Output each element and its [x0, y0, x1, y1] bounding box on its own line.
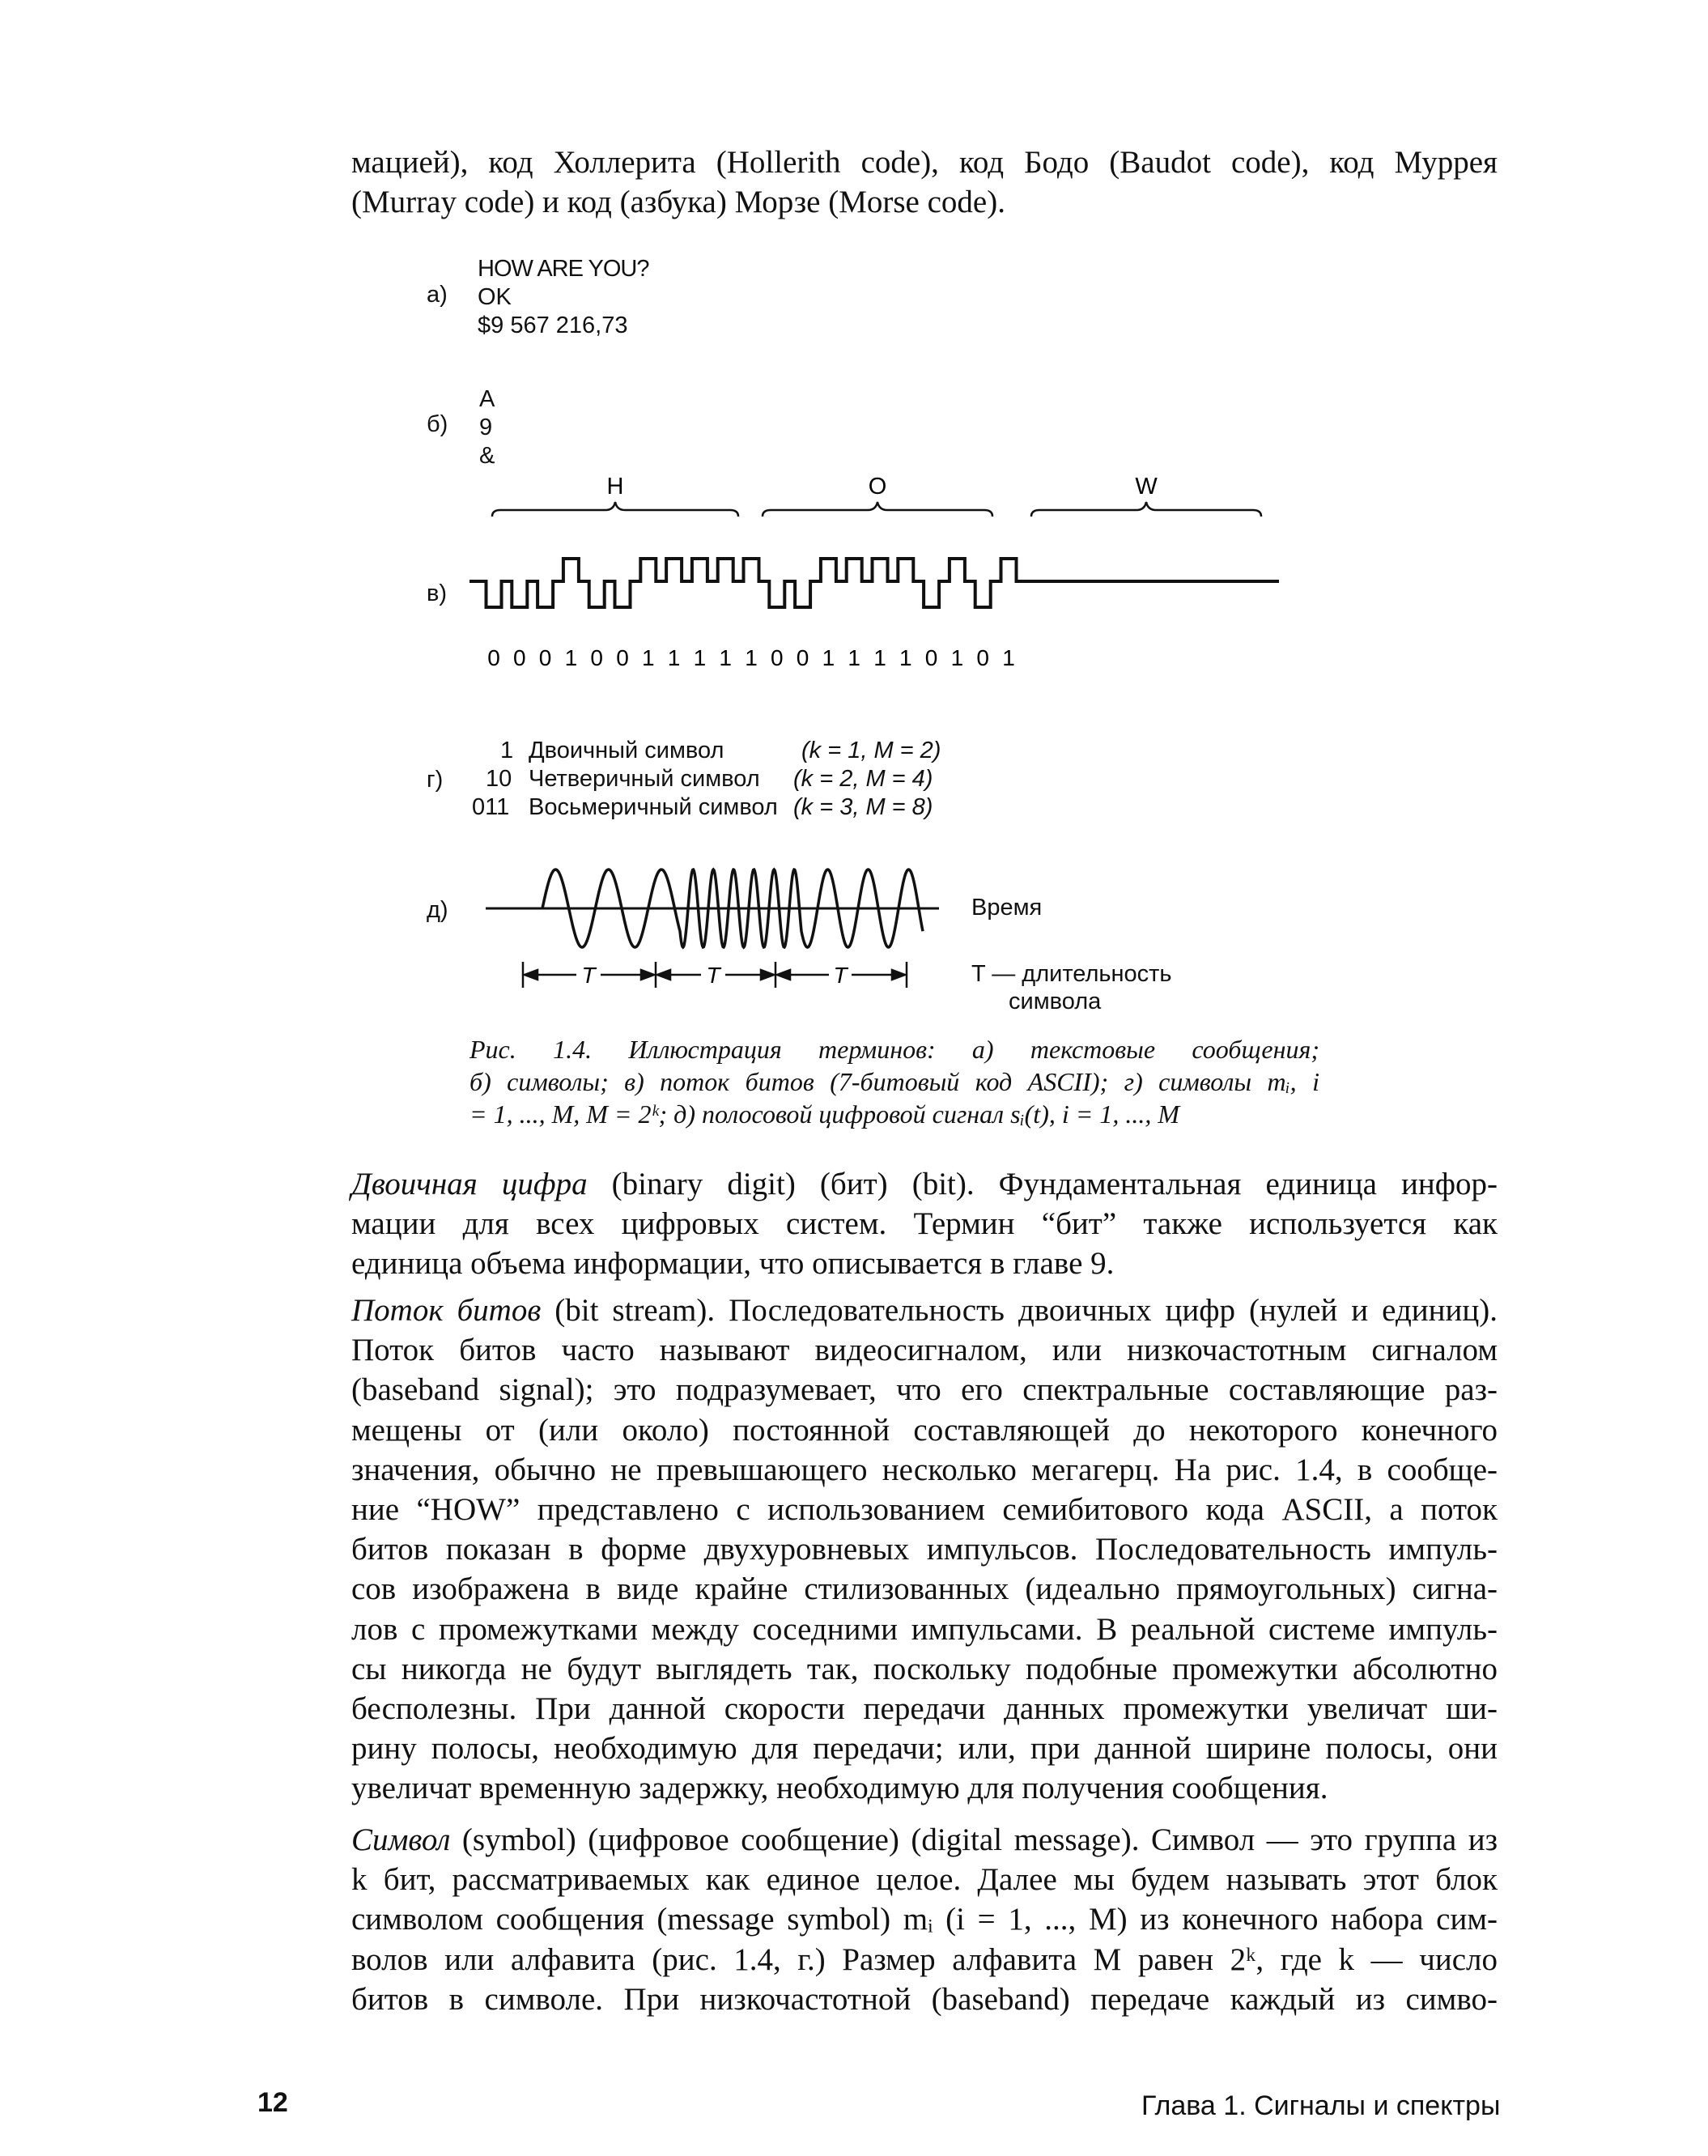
period-note-line-2: символа — [1009, 989, 1102, 1014]
bit-label: 1 — [848, 645, 860, 670]
intro-line-1: мацией), код Холлерита (Hollerith code), код Бодо (Baudot code), код Муррея — [351, 145, 1498, 180]
bit-label: 0 — [538, 645, 552, 670]
term-bit-stream: Поток битов — [351, 1293, 542, 1328]
bit-label: 1 — [745, 645, 758, 670]
symbol-1: A — [479, 386, 495, 412]
brace-h — [492, 502, 738, 517]
message-line-3: $9 567 216,73 — [478, 313, 628, 338]
arrowhead — [641, 970, 654, 980]
bit-label: 0 — [616, 645, 629, 670]
symbol-params-1: (k = 1, M = 2) — [801, 738, 941, 763]
symbol-name-1: Двоичный символ — [529, 738, 724, 763]
caption-line-1: Рис. 1.4. Иллюстрация терминов: а) текстовые сообщения; — [469, 1035, 1319, 1064]
paragraph-binary-digit: Двоичная цифра (binary digit) (бит) (bit). Фундаментальная единица инфор- мации для всех цифровых систем. Термин “бит” также используется как единица объема информации, что описывается в главе 9. — [351, 1167, 1498, 1282]
label-b: б) — [427, 411, 448, 437]
bit-label: 0 — [796, 645, 809, 670]
letter-braces — [492, 502, 1261, 517]
arrowhead — [761, 970, 774, 980]
bit-label: 1 — [873, 645, 886, 670]
brace-o — [763, 502, 992, 517]
paragraph-symbol: Символ (symbol) (цифровое сообщение) (digital message). Символ — это группа из k бит, рассматриваемых как единое целое. Далее мы будем называть этот блок символом сообщения (message symbol) mᵢ (i = 1, ..., M) из конечного набора сим- волов или алфавита (рис. 1.4, г.) Размер алфавита M равен 2ᵏ, где k — число битов в символе. При низкочастотной (baseband) передаче каждый из симво- — [351, 1822, 1498, 2017]
bit-label: 0 — [590, 645, 603, 670]
period-label-2: T — [706, 963, 720, 988]
period-label-1: T — [581, 963, 596, 988]
label-v: в) — [427, 580, 448, 606]
symbol-name-2: Четверичный символ — [529, 766, 760, 792]
bit-label: 1 — [1002, 645, 1015, 670]
bit-label: 0 — [771, 645, 784, 670]
term-binary-digit: Двоичная цифра — [351, 1167, 588, 1201]
bit-stream-diagram — [469, 470, 1328, 680]
label-a: а) — [427, 282, 448, 308]
symbol-params-2: (k = 2, M = 4) — [793, 766, 933, 792]
bit-label: 1 — [822, 645, 835, 670]
bit-label: 1 — [693, 645, 707, 670]
period-label-3: T — [833, 963, 848, 988]
label-d: д) — [427, 897, 448, 923]
label-g: г) — [427, 767, 444, 793]
bit-labels — [487, 645, 1015, 670]
symbol-name-3: Восьмеричный символ — [529, 794, 778, 820]
bit-label: 0 — [487, 645, 500, 670]
paragraph-bit-stream: Поток битов (bit stream). Последовательность двоичных цифр (нулей и единиц). Поток битов часто называют видеосигналом, или низкочастотным сигналом (baseband signal); это подразумевает, что его спектральные составляющие раз- мещены от (или около) постоянной составляющей до некоторого конечного значения, обычно не превышающего несколько мегагерц. На рис. 1.4, в сообще- ние “HOW” представлено с использованием семибитового кода ASCII, а поток битов показан в форме двухуровневых импульсов. Последовательность импуль- сов изображена в виде крайне стилизованных (идеально прямоугольных) сигна- лов с промежутками между соседними импульсами. В реальной системе импуль- сы никогда не будут выглядеть так, поскольку подобные промежутки абсолютно бесполезны. При данной скорости передачи данных промежутки увеличат ши- рину полосы, необходимую для передачи; или, при данной ширине полосы, они увеличат временную задержку, необходимую для получения сообщения. — [351, 1293, 1498, 1806]
intro-text — [351, 142, 1498, 222]
period-note-line-1: T — длительность — [971, 961, 1172, 987]
message-line-2: OK — [478, 284, 512, 310]
caption-line-3: = 1, ..., M, M = 2ᵏ; д) полосовой цифровой сигнал sᵢ(t), i = 1, ..., M — [469, 1099, 1179, 1129]
page-number: 12 — [257, 2087, 288, 2118]
pulse-waveform — [469, 559, 1279, 607]
arrowhead — [657, 970, 670, 980]
bit-label: 0 — [976, 645, 989, 670]
arrowhead — [777, 970, 790, 980]
bit-label: 1 — [950, 645, 964, 670]
symbol-code-3: 011 — [472, 794, 510, 820]
symbol-code-1: 1 — [500, 738, 514, 763]
symbol-params-3: (k = 3, M = 8) — [793, 794, 933, 820]
message-line-1: HOW ARE YOU? — [478, 256, 649, 282]
arrowhead — [892, 970, 905, 980]
bit-label: 1 — [899, 645, 912, 670]
bit-label: 1 — [719, 645, 732, 670]
symbol-3: & — [479, 443, 495, 469]
symbol-2: 9 — [479, 415, 493, 440]
bit-label: 0 — [924, 645, 938, 670]
bit-label: 0 — [513, 645, 526, 670]
arrowhead — [525, 970, 537, 980]
bit-label: 1 — [564, 645, 578, 670]
letter-o: O — [868, 474, 887, 500]
symbol-code-2: 10 — [486, 766, 512, 792]
running-head: Глава 1. Сигналы и спектры — [1141, 2090, 1501, 2121]
bit-label: 1 — [667, 645, 681, 670]
term-symbol: Символ — [351, 1822, 451, 1857]
intro-line-2: (Murray code) и код (азбука) Морзе (Morse code). — [351, 185, 1005, 220]
figure-caption — [469, 1033, 1319, 1130]
time-label: Время — [971, 895, 1043, 921]
brace-w — [1031, 502, 1261, 517]
caption-line-2: б) символы; в) поток битов (7-битовый код ASCII); г) символы mᵢ, i — [469, 1067, 1319, 1096]
bit-label: 1 — [642, 645, 655, 670]
letter-w: W — [1135, 474, 1158, 500]
letter-h: H — [606, 474, 624, 500]
bandpass-signal-diagram — [486, 858, 939, 1004]
